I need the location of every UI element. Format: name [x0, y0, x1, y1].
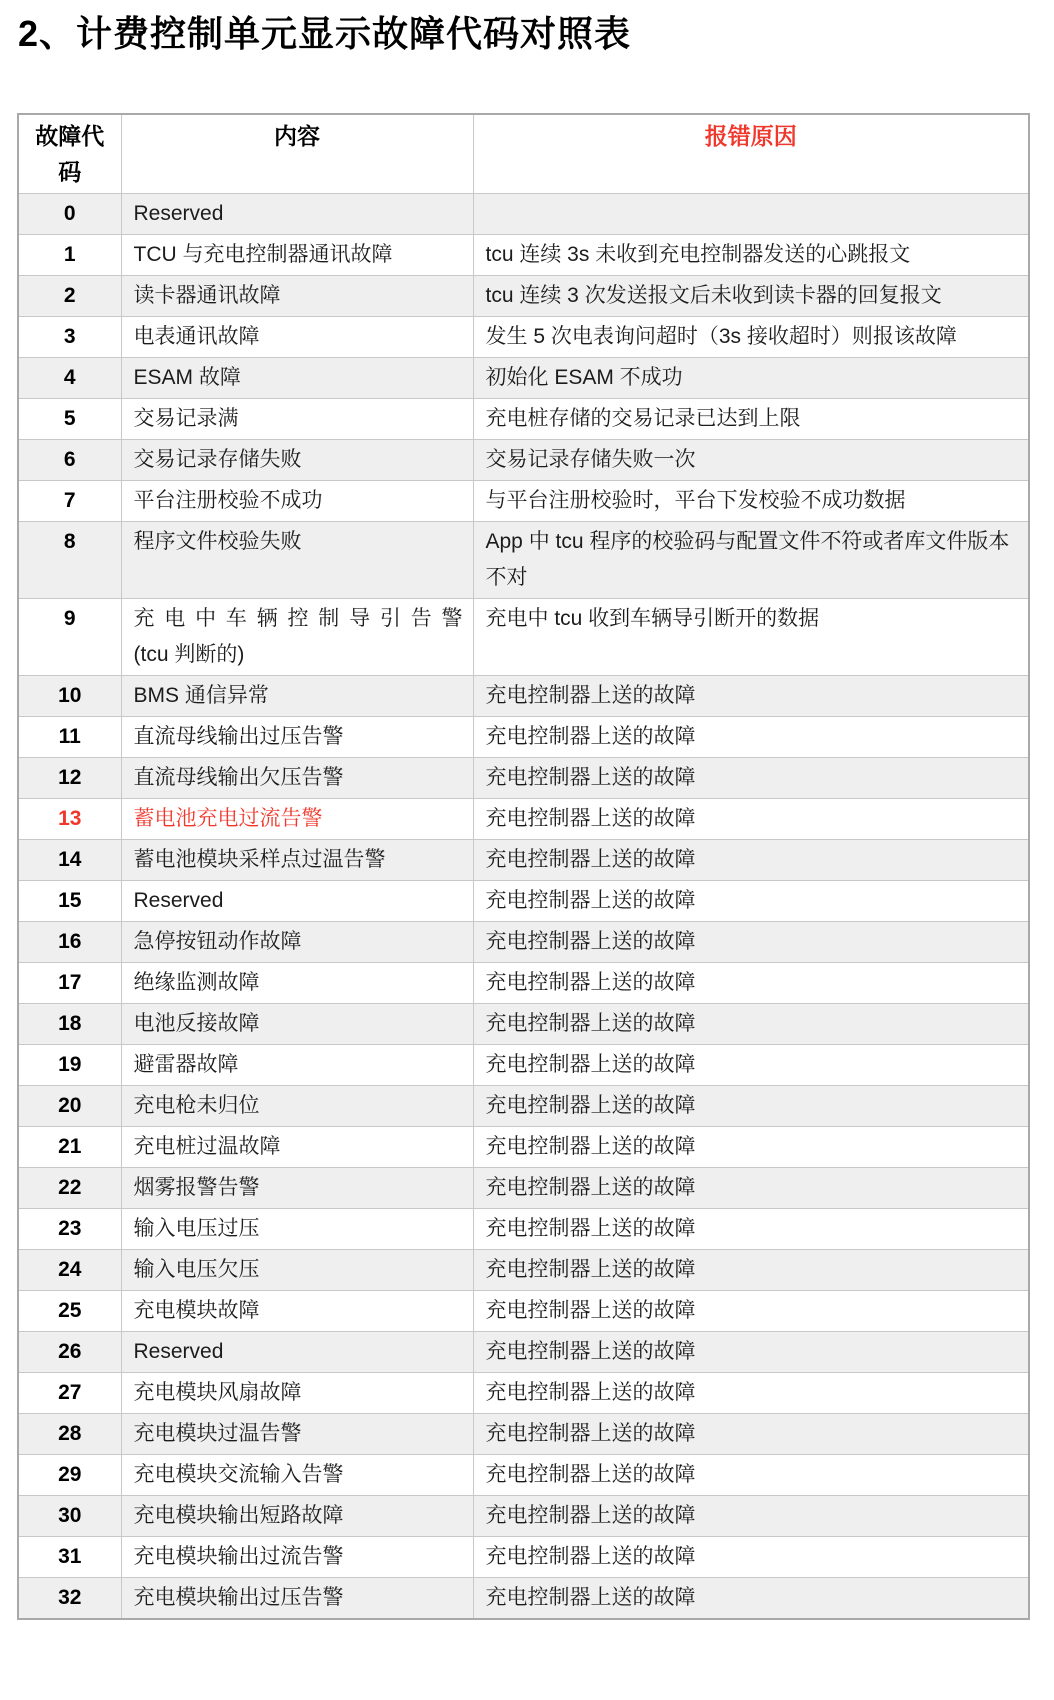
table-row — [18, 1127, 1029, 1168]
fault-code-cell: 30 — [18, 1496, 121, 1537]
content-cell: 电表通讯故障 — [121, 317, 473, 358]
content-cell: 绝缘监测故障 — [121, 963, 473, 1004]
reason-cell: 充电控制器上送的故障 — [473, 1209, 1029, 1250]
content-cell: 程序文件校验失败 — [121, 522, 473, 599]
content-cell: 输入电压欠压 — [121, 1250, 473, 1291]
content-cell: 充电模块风扇故障 — [121, 1373, 473, 1414]
reason-cell: 充电控制器上送的故障 — [473, 1578, 1029, 1620]
content-cell: 充电枪未归位 — [121, 1086, 473, 1127]
table-row — [18, 1045, 1029, 1086]
reason-cell: 发生 5 次电表询问超时（3s 接收超时）则报该故障 — [473, 317, 1029, 358]
fault-code-cell: 19 — [18, 1045, 121, 1086]
reason-cell: 充电控制器上送的故障 — [473, 963, 1029, 1004]
reason-cell: 充电控制器上送的故障 — [473, 1455, 1029, 1496]
table-row — [18, 676, 1029, 717]
fault-code-cell: 15 — [18, 881, 121, 922]
content-cell: 充电模块过温告警 — [121, 1414, 473, 1455]
content-cell: 烟雾报警告警 — [121, 1168, 473, 1209]
content-cell: Reserved — [121, 194, 473, 235]
content-cell: 充电模块故障 — [121, 1291, 473, 1332]
table-row — [18, 840, 1029, 881]
table-row — [18, 717, 1029, 758]
fault-code-cell: 2 — [18, 276, 121, 317]
reason-cell: 充电控制器上送的故障 — [473, 922, 1029, 963]
reason-cell: 充电控制器上送的故障 — [473, 1045, 1029, 1086]
fault-code-cell: 24 — [18, 1250, 121, 1291]
table-row — [18, 1209, 1029, 1250]
reason-cell: 充电控制器上送的故障 — [473, 1332, 1029, 1373]
content-line-1: 充电中车辆控制导引告警 — [133, 607, 463, 630]
content-cell: 直流母线输出过压告警 — [121, 717, 473, 758]
reason-cell: 与平台注册校验时，平台下发校验不成功数据 — [473, 481, 1029, 522]
table-row — [18, 1373, 1029, 1414]
fault-code-cell: 11 — [18, 717, 121, 758]
fault-code-cell: 27 — [18, 1373, 121, 1414]
table-row — [18, 358, 1029, 399]
reason-cell: 交易记录存储失败一次 — [473, 440, 1029, 481]
fault-code-cell: 6 — [18, 440, 121, 481]
col-header-content: 内容 — [121, 114, 473, 194]
content-cell: BMS 通信异常 — [121, 676, 473, 717]
reason-cell: 充电桩存储的交易记录已达到上限 — [473, 399, 1029, 440]
reason-cell: 充电控制器上送的故障 — [473, 676, 1029, 717]
fault-code-cell: 29 — [18, 1455, 121, 1496]
table-row — [18, 922, 1029, 963]
reason-cell: tcu 连续 3s 未收到充电控制器发送的心跳报文 — [473, 235, 1029, 276]
table-row — [18, 1168, 1029, 1209]
table-row — [18, 1578, 1029, 1620]
content-cell: TCU 与充电控制器通讯故障 — [121, 235, 473, 276]
fault-code-cell: 12 — [18, 758, 121, 799]
reason-cell: 充电控制器上送的故障 — [473, 717, 1029, 758]
fault-code-cell: 23 — [18, 1209, 121, 1250]
content-cell: 蓄电池模块采样点过温告警 — [121, 840, 473, 881]
content-cell — [121, 599, 473, 676]
table-row — [18, 276, 1029, 317]
watermark-logo: 新出行 — [837, 1624, 984, 1668]
reason-cell: 充电控制器上送的故障 — [473, 1537, 1029, 1578]
table-row — [18, 1537, 1029, 1578]
content-cell: 电池反接故障 — [121, 1004, 473, 1045]
fault-code-cell: 32 — [18, 1578, 121, 1620]
fault-code-cell: 25 — [18, 1291, 121, 1332]
fault-code-cell: 5 — [18, 399, 121, 440]
table-row — [18, 1455, 1029, 1496]
reason-cell: tcu 连续 3 次发送报文后未收到读卡器的回复报文 — [473, 276, 1029, 317]
reason-cell: 充电控制器上送的故障 — [473, 1291, 1029, 1332]
content-line-2: (tcu 判断的) — [133, 643, 245, 666]
content-cell: 交易记录满 — [121, 399, 473, 440]
col-header-fault-code: 故障代码 — [18, 114, 121, 194]
reason-cell: 充电控制器上送的故障 — [473, 1373, 1029, 1414]
table-row — [18, 317, 1029, 358]
fault-code-cell: 13 — [18, 799, 121, 840]
fault-code-cell: 26 — [18, 1332, 121, 1373]
content-cell: 充电模块输出过压告警 — [121, 1578, 473, 1620]
fault-code-cell: 16 — [18, 922, 121, 963]
content-cell: 直流母线输出欠压告警 — [121, 758, 473, 799]
table-row — [18, 599, 1029, 676]
reason-cell — [473, 194, 1029, 235]
fault-code-cell: 28 — [18, 1414, 121, 1455]
table-header-row — [18, 114, 1029, 194]
content-cell: 充电模块输出短路故障 — [121, 1496, 473, 1537]
fault-code-cell: 0 — [18, 194, 121, 235]
fault-code-cell: 4 — [18, 358, 121, 399]
table-row — [18, 799, 1029, 840]
reason-cell: 初始化 ESAM 不成功 — [473, 358, 1029, 399]
reason-cell: App 中 tcu 程序的校验码与配置文件不符或者库文件版本不对 — [473, 522, 1029, 599]
content-cell: 充电桩过温故障 — [121, 1127, 473, 1168]
reason-cell: 充电中 tcu 收到车辆导引断开的数据 — [473, 599, 1029, 676]
fault-code-cell: 22 — [18, 1168, 121, 1209]
content-cell: ESAM 故障 — [121, 358, 473, 399]
fault-code-table — [17, 113, 1030, 1620]
reason-cell: 充电控制器上送的故障 — [473, 1086, 1029, 1127]
content-cell: 蓄电池充电过流告警 — [121, 799, 473, 840]
col-header-error-reason: 报错原因 — [473, 114, 1029, 194]
reason-cell: 充电控制器上送的故障 — [473, 1250, 1029, 1291]
page-title: 2、计费控制单元显示故障代码对照表 — [18, 13, 632, 54]
table-row — [18, 881, 1029, 922]
reason-cell: 充电控制器上送的故障 — [473, 881, 1029, 922]
fault-code-cell: 3 — [18, 317, 121, 358]
table-row — [18, 1086, 1029, 1127]
fault-code-cell: 8 — [18, 522, 121, 599]
fault-table-body — [18, 194, 1029, 1620]
content-cell: Reserved — [121, 881, 473, 922]
table-row — [18, 1496, 1029, 1537]
table-row — [18, 399, 1029, 440]
content-cell: Reserved — [121, 1332, 473, 1373]
content-cell: 交易记录存储失败 — [121, 440, 473, 481]
table-row — [18, 1004, 1029, 1045]
reason-cell: 充电控制器上送的故障 — [473, 799, 1029, 840]
fault-code-cell: 17 — [18, 963, 121, 1004]
content-cell: 平台注册校验不成功 — [121, 481, 473, 522]
content-cell: 充电模块交流输入告警 — [121, 1455, 473, 1496]
reason-cell: 充电控制器上送的故障 — [473, 1004, 1029, 1045]
reason-cell: 充电控制器上送的故障 — [473, 1127, 1029, 1168]
fault-code-cell: 18 — [18, 1004, 121, 1045]
table-row — [18, 1291, 1029, 1332]
reason-cell: 充电控制器上送的故障 — [473, 758, 1029, 799]
fault-code-cell: 9 — [18, 599, 121, 676]
content-cell: 输入电压过压 — [121, 1209, 473, 1250]
table-row — [18, 194, 1029, 235]
table-row — [18, 440, 1029, 481]
reason-cell: 充电控制器上送的故障 — [473, 840, 1029, 881]
table-row — [18, 1250, 1029, 1291]
table-row — [18, 1332, 1029, 1373]
fault-code-cell: 7 — [18, 481, 121, 522]
table-row — [18, 963, 1029, 1004]
reason-cell: 充电控制器上送的故障 — [473, 1168, 1029, 1209]
content-cell: 读卡器通讯故障 — [121, 276, 473, 317]
content-cell: 充电模块输出过流告警 — [121, 1537, 473, 1578]
table-row — [18, 481, 1029, 522]
reason-cell: 充电控制器上送的故障 — [473, 1414, 1029, 1455]
reason-cell: 充电控制器上送的故障 — [473, 1496, 1029, 1537]
table-row — [18, 758, 1029, 799]
fault-code-cell: 20 — [18, 1086, 121, 1127]
fault-code-cell: 21 — [18, 1127, 121, 1168]
fault-code-cell: 31 — [18, 1537, 121, 1578]
fault-code-cell: 14 — [18, 840, 121, 881]
content-cell: 急停按钮动作故障 — [121, 922, 473, 963]
table-row — [18, 522, 1029, 599]
content-cell: 避雷器故障 — [121, 1045, 473, 1086]
fault-code-cell: 10 — [18, 676, 121, 717]
fault-code-cell: 1 — [18, 235, 121, 276]
table-row — [18, 1414, 1029, 1455]
table-row — [18, 235, 1029, 276]
